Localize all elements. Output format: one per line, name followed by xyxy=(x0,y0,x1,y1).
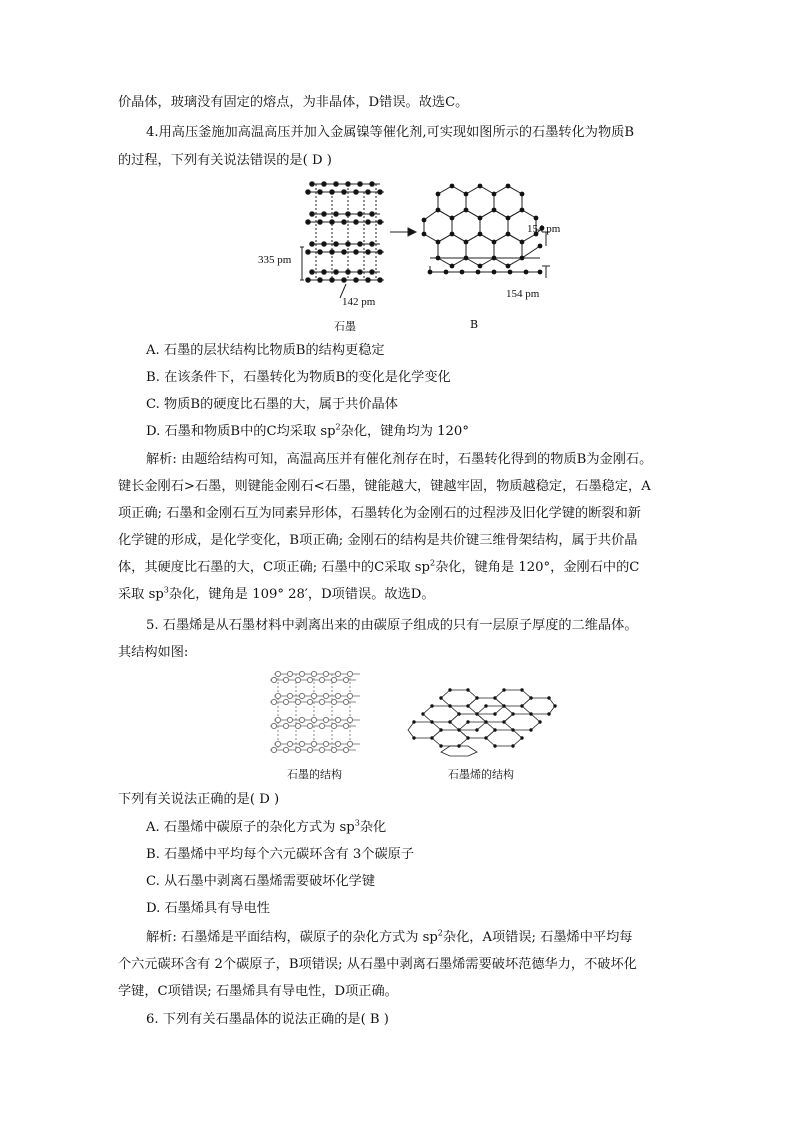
caption-graphene-structure: 石墨烯的结构 xyxy=(448,768,514,781)
explanation-4-line6-b: 杂化，键角是 109° 28′，D项错误。故选D。 xyxy=(168,587,435,602)
explanation-5-line1 xyxy=(146,929,633,947)
option-5a xyxy=(146,819,386,837)
explanation-4-line6-a: 采取 sp xyxy=(118,587,164,602)
explanation-4-line5-a: 体，其硬度比石墨的大，C项正确; 石墨中的C采取 sp xyxy=(118,560,430,575)
option-5b: B. 石墨烯中平均每个六元碳环含有 3个碳原子 xyxy=(146,847,415,862)
label-154-pm-top: 154 pm xyxy=(527,223,561,235)
explanation-4-line3: 项正确; 石墨和金刚石互为同素异形体，石墨转化为金刚石的过程涉及旧化学键的断裂和新 xyxy=(118,506,641,521)
option-4d-part2: 杂化，键角均为 120° xyxy=(340,424,469,439)
label-142-pm: 142 pm xyxy=(342,296,376,308)
caption-graphite-structure: 石墨的结构 xyxy=(287,768,342,781)
option-4b: B. 在该条件下，石墨转化为物质B的变化是化学变化 xyxy=(146,370,451,385)
explanation-4-line1: 解析: 由题给结构可知，高温高压并有催化剂存在时，石墨转化得到的物质B为金刚石。 xyxy=(146,452,653,467)
sup-2: 2 xyxy=(437,928,443,938)
sup-2: 2 xyxy=(335,422,341,432)
label-335-pm: 335 pm xyxy=(258,254,292,266)
question-6-stem: 6. 下列有关石墨晶体的说法正确的是( B ) xyxy=(146,1012,389,1027)
sup-3: 3 xyxy=(163,585,169,595)
option-4c: C. 物质B的硬度比石墨的大，属于共价晶体 xyxy=(146,397,398,412)
graphene-structure-figure xyxy=(410,686,555,756)
explanation-4-line6 xyxy=(118,586,435,604)
explanation-4-line5-b: 杂化，键角是 120°，金刚石中的C xyxy=(435,560,640,575)
option-4d xyxy=(146,423,469,441)
sup-3: 3 xyxy=(354,818,360,828)
explanation-5-line3: 学键，C项错误; 石墨烯具有导电性，D项正确。 xyxy=(118,984,398,999)
question-4-stem: 4.用高压釜施加高温高压并加入金属镍等催化剂,可实现如图所示的石墨转化为物质B xyxy=(146,125,635,140)
explanation-5-line1-a: 解析: 石墨烯是平面结构，碳原子的杂化方式为 sp xyxy=(146,930,438,945)
explanation-5-line1-b: 杂化，A项错误; 石墨烯中平均每 xyxy=(442,930,633,945)
explanation-4-line5 xyxy=(118,559,639,577)
option-5a-part1: A. 石墨烯中碳原子的杂化方式为 sp xyxy=(146,820,355,835)
option-4a: A. 石墨的层状结构比物质B的结构更稳定 xyxy=(146,343,385,358)
caption-b: B xyxy=(470,318,479,331)
label-154-pm-bottom: 154 pm xyxy=(506,288,540,300)
caption-graphite: 石墨 xyxy=(334,320,356,333)
option-5d: D. 石墨烯具有导电性 xyxy=(146,901,270,916)
explanation-4-line4: 化学键的形成，是化学变化，B项正确; 金刚石的结构是共价键三维骨架结构，属于共价晶 xyxy=(118,533,638,548)
option-4d-part1: D. 石墨和物质B中的C均采取 sp xyxy=(146,424,336,439)
graphite-structure-figure xyxy=(268,666,368,761)
explanation-5-line2: 个六元碳环含有 2个碳原子，B项错误; 从石墨中剥离石墨烯需要破坏范德华力，不破坏化 xyxy=(118,957,637,972)
text-line: 价晶体，玻璃没有固定的熔点，为非晶体，D错误。故选C。 xyxy=(118,95,469,110)
question-5-stem-cont: 其结构如图: xyxy=(118,645,189,660)
sup-2: 2 xyxy=(429,558,436,568)
option-5c: C. 从石墨中剥离石墨烯需要破坏化学键 xyxy=(146,874,376,889)
question-4-stem-cont: 的过程，下列有关说法错误的是( D ) xyxy=(118,153,332,168)
explanation-4-line2: 键长金刚石>石墨，则键能金刚石<石墨，键能越大，键越牢固，物质越稳定，石墨稳定，A xyxy=(118,479,651,494)
question-5-ask: 下列有关说法正确的是( D ) xyxy=(118,792,280,807)
option-5a-part2: 杂化 xyxy=(359,820,387,835)
question-5-stem: 5. 石墨烯是从石墨材料中剥离出来的由碳原子组成的只有一层原子厚度的二维晶体。 xyxy=(146,618,638,633)
